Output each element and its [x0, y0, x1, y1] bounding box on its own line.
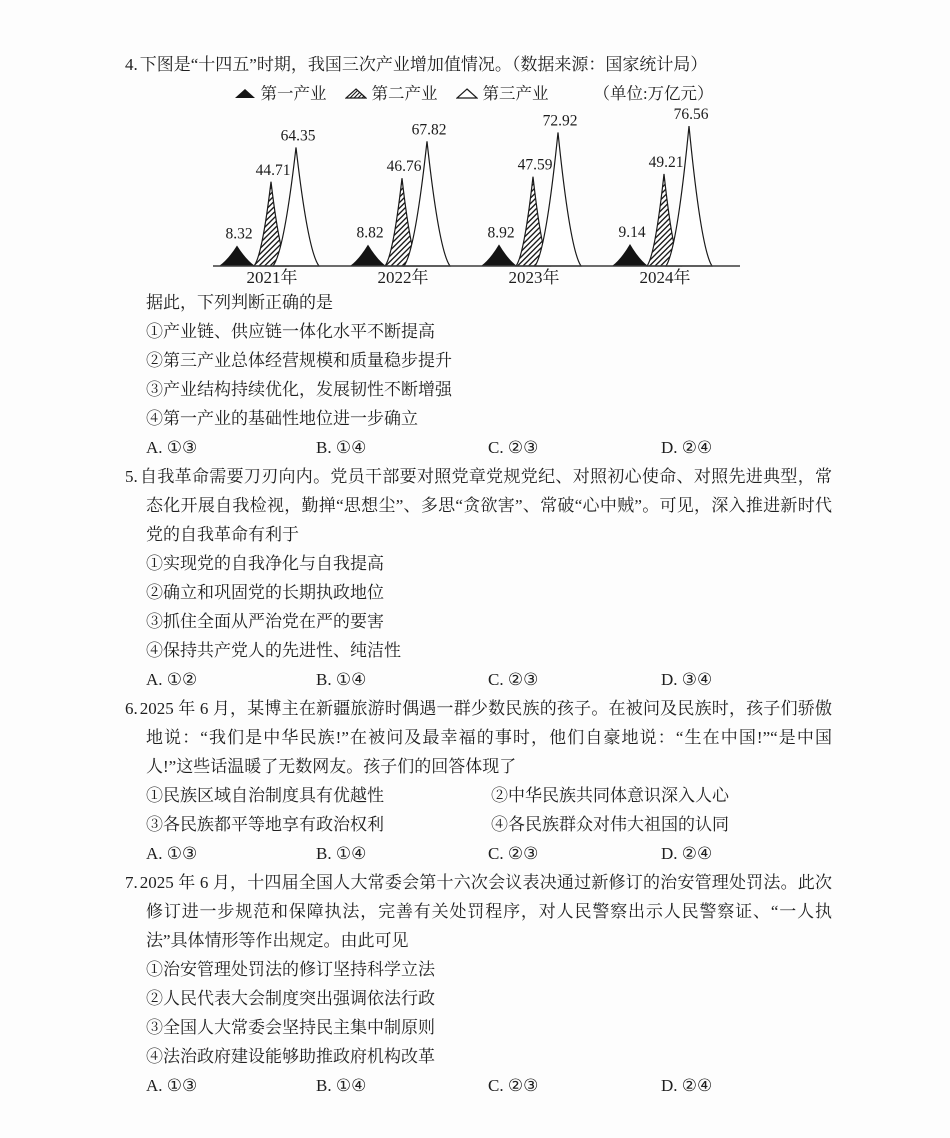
value-label: 47.59 — [517, 156, 553, 174]
legend-label-second-industry: 第二产业 — [371, 84, 438, 103]
peak-第一产业-2022年 — [350, 245, 386, 266]
value-label: 9.14 — [618, 224, 646, 242]
peak-第一产业-2021年 — [219, 245, 255, 266]
statement-item-2: ②中华民族共同体意识深入人心 — [491, 786, 729, 805]
industry-value-chart — [210, 106, 832, 288]
question-7 — [125, 868, 832, 1100]
option-a: A. ①③ — [146, 844, 198, 863]
question-stem-text: 下图是“十四五”时期，我国三次产业增加值情况。（数据来源：国家统计局） — [139, 55, 708, 74]
question-stem — [125, 694, 832, 781]
statement-grid — [146, 781, 832, 839]
value-label: 67.82 — [411, 121, 447, 139]
statement-item-1: ①实现党的自我净化与自我提高 — [146, 554, 384, 573]
option-b: B. ①④ — [316, 670, 367, 689]
question-number: 6. — [125, 699, 138, 718]
question-stem — [125, 462, 832, 549]
statement-item-2: ②人民代表大会制度突出强调依法行政 — [146, 989, 435, 1008]
legend-item-third-industry — [456, 79, 548, 108]
statement-item-4: ④各民族群众对伟大祖国的认同 — [491, 815, 729, 834]
question-lead: 据此，下列判断正确的是 — [146, 293, 333, 312]
statement-item-4: ④第一产业的基础性地位进一步确立 — [146, 409, 418, 428]
value-label: 49.21 — [648, 153, 684, 171]
question-stem-text: 2025 年 6 月，某博主在新疆旅游时偶遇一群少数民族的孩子。在被问及民族时，孩子们骄傲地说：“我们是中华民族!”在被问及最幸福的事时，他们自豪地说：“生在中国!”“是中国人!”这些话温暖了无数网友。孩子们的回答体现了 — [139, 699, 832, 776]
options-row — [146, 839, 832, 868]
legend-item-second-industry — [345, 79, 437, 108]
value-label: 8.92 — [487, 224, 515, 242]
option-b: B. ①④ — [316, 844, 367, 863]
question-6 — [125, 694, 832, 868]
statement-item-1: ①产业链、供应链一体化水平不断提高 — [146, 322, 435, 341]
hatched-triangle-icon — [345, 87, 367, 100]
legend-item-first-industry — [234, 79, 326, 108]
value-label: 46.76 — [386, 158, 422, 176]
peak-第一产业-2023年 — [481, 244, 517, 266]
chart-unit-label: （单位:万亿元） — [593, 84, 714, 103]
option-d: D. ②④ — [661, 438, 713, 457]
question-stem-text: 自我革命需要刀刃向内。党员干部要对照党章党规党纪、对照初心使命、对照先进典型，常态化开展自我检视，勤掸“思想尘”、多思“贪欲害”、常破“心中贼”。可见，深入推进新时代党的自我革命有利于 — [139, 467, 832, 544]
statement-item-2: ②确立和巩固党的长期执政地位 — [146, 583, 384, 602]
legend-label-third-industry: 第三产业 — [482, 84, 549, 103]
option-c: C. ②③ — [488, 1076, 539, 1095]
value-label: 72.92 — [542, 112, 578, 130]
options-row — [146, 1071, 832, 1100]
option-a: A. ①② — [146, 670, 198, 689]
question-number: 5. — [125, 467, 138, 486]
statement-item-4: ④法治政府建设能够助推政府机构改革 — [146, 1047, 435, 1066]
value-label: 44.71 — [255, 161, 291, 179]
options-row — [146, 665, 832, 694]
option-a: A. ①③ — [146, 438, 198, 457]
option-b: B. ①④ — [316, 1076, 367, 1095]
chart-canvas — [210, 106, 750, 288]
options-row — [146, 433, 832, 462]
statement-item-1: ①治安管理处罚法的修订坚持科学立法 — [146, 960, 435, 979]
peak-第一产业-2024年 — [612, 244, 648, 266]
option-d: D. ②④ — [661, 844, 713, 863]
filled-triangle-icon — [234, 87, 256, 100]
value-label: 76.56 — [673, 106, 709, 124]
year-label: 2024年 — [639, 268, 691, 287]
option-d: D. ②④ — [661, 1076, 713, 1095]
question-number: 7. — [125, 873, 138, 892]
statement-item-3: ③各民族都平等地享有政治权利 — [146, 815, 384, 834]
value-label: 8.32 — [225, 225, 253, 243]
question-5 — [125, 462, 832, 694]
legend-label-first-industry: 第一产业 — [260, 84, 327, 103]
peak-第三产业-2023年 — [535, 132, 581, 266]
outline-triangle-icon — [456, 87, 478, 100]
statement-item-3: ③抓住全面从严治党在严的要害 — [146, 612, 384, 631]
question-stem-text: 2025 年 6 月，十四届全国人大常委会第十六次会议表决通过新修订的治安管理处罚法。此次修订进一步规范和保障执法，完善有关处罚程序，对人民警察出示人民警察证、“一人执法”具体情形等作出规定。由此可见 — [139, 873, 832, 950]
statement-item-4: ④保持共产党人的先进性、纯洁性 — [146, 641, 401, 660]
year-label: 2022年 — [377, 268, 429, 287]
option-a: A. ①③ — [146, 1076, 198, 1095]
question-stem — [125, 50, 832, 79]
question-4 — [125, 50, 832, 462]
year-label: 2023年 — [508, 268, 560, 287]
option-b: B. ①④ — [316, 438, 367, 457]
option-c: C. ②③ — [488, 438, 539, 457]
question-number: 4. — [125, 55, 138, 74]
statement-item-2: ②第三产业总体经营规模和质量稳步提升 — [146, 351, 452, 370]
year-label: 2021年 — [246, 268, 298, 287]
value-label: 8.82 — [356, 224, 384, 242]
statement-item-3: ③产业结构持续优化，发展韧性不断增强 — [146, 380, 452, 399]
chart-legend — [146, 81, 802, 106]
peak-第三产业-2024年 — [666, 126, 712, 266]
option-c: C. ②③ — [488, 670, 539, 689]
question-stem — [125, 868, 832, 955]
value-label: 64.35 — [280, 127, 316, 145]
statement-item-1: ①民族区域自治制度具有优越性 — [146, 786, 384, 805]
option-d: D. ③④ — [661, 670, 713, 689]
statement-item-3: ③全国人大常委会坚持民主集中制原则 — [146, 1018, 435, 1037]
option-c: C. ②③ — [488, 844, 539, 863]
